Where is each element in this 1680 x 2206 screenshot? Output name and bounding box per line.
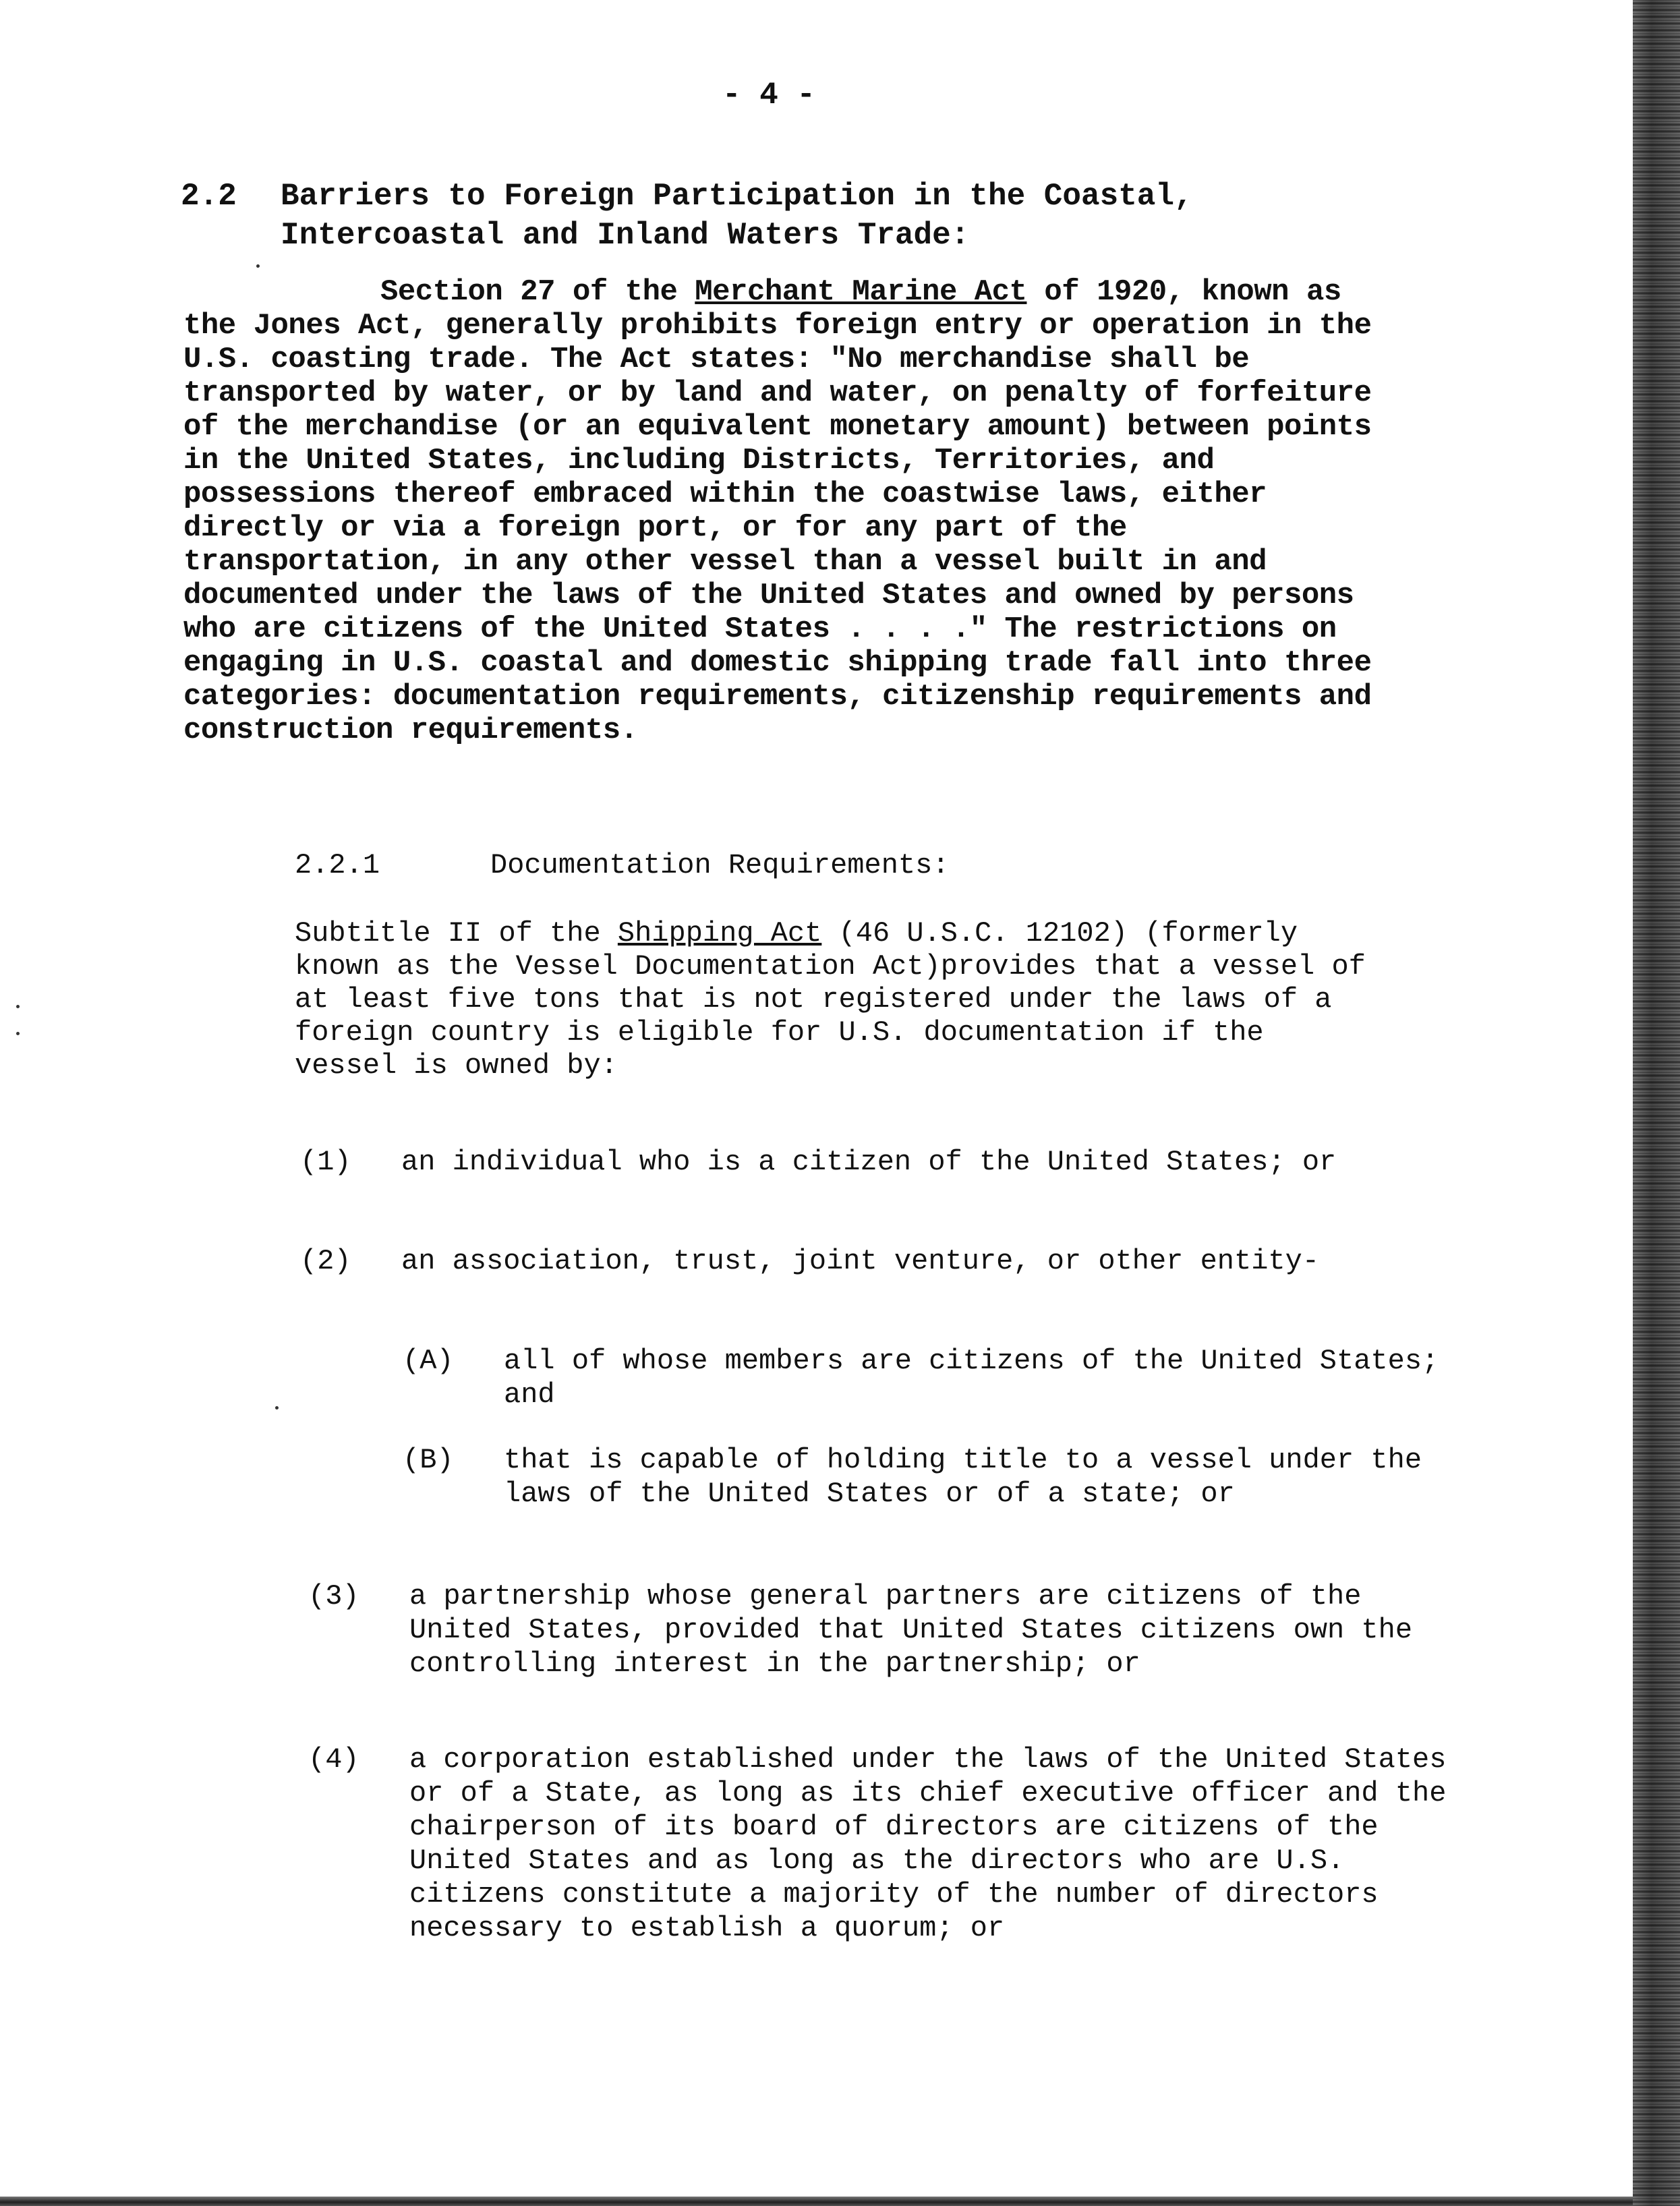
list-item-text: all of whose members are citizens of the United States; and xyxy=(504,1345,1439,1411)
list-item-text: that is capable of holding title to a vessel under the laws of the United States or of a state; or xyxy=(504,1444,1422,1510)
shipping-act-title: Shipping Act xyxy=(617,917,822,950)
section-number: 2.2 xyxy=(181,179,237,214)
list-item-label: (B) xyxy=(403,1444,454,1476)
merchant-marine-act-title: Merchant Marine Act xyxy=(695,275,1027,309)
scan-bottom-edge xyxy=(0,2197,1633,2206)
subsection-number: 2.2.1 xyxy=(295,849,380,881)
scan-speck xyxy=(256,264,260,268)
subsection-title: Documentation Requirements: xyxy=(490,849,950,881)
list-item-label: (1) xyxy=(300,1146,351,1178)
doc-text-start: Subtitle II of the xyxy=(295,917,618,950)
list-item-text: a partnership whose general partners are citizens of the United States, provided that United States citizens own the controlling interest in the partnership; or xyxy=(409,1580,1413,1680)
list-item-label: (2) xyxy=(300,1245,351,1277)
list-item-label: (3) xyxy=(308,1580,359,1613)
intro-text-rest: of 1920, known as the Jones Act, generally prohibits foreign entry or operation in the U.S. coasting trade. The Act states: "No merchandise shall be transported by water, or by land and water, on penalty of forfeiture of the merchandise (or an equivalent monetary amount) between points in the United States, including Districts, Territories, and possessions thereof embraced within the coastwise laws, either directly or via a foreign port, or for any part of the transportation, in any other vessel than a vessel built in and documented under the laws of the United States and owned by persons who are citizens of the United States . . . ." The restrictions on engaging in U.S. coastal and domestic shipping trade fall into three categories: documentation requirements, citizenship requirements and construction requirements. xyxy=(183,275,1372,747)
doc-text-rest: (46 U.S.C. 12102) (formerly known as the Vessel Documentation Act)provides that a vessel of at least five tons that is not registered under the laws of a foreign country is eligible for U.S. documentation if the vessel is owned by: xyxy=(295,917,1366,1082)
list-item-text: a corporation established under the laws of the United States or of a State, as long as its chief executive officer and the chairperson of its board of directors are citizens of the United States and as long as the directors who are U.S. citizens constitute a majority of the number of directors necessary to establish a quorum; or xyxy=(409,1743,1447,1944)
list-item-label: (4) xyxy=(308,1743,359,1776)
scan-edge-shadow xyxy=(1633,0,1680,2206)
intro-paragraph xyxy=(183,275,1397,747)
section-title: Barriers to Foreign Participation in the Coastal, Intercoastal and Inland Waters Trade: xyxy=(281,179,1193,253)
documentation-paragraph xyxy=(295,917,1374,1082)
list-item-text: an individual who is a citizen of the United States; or xyxy=(401,1146,1337,1178)
list-item-text: an association, trust, joint venture, or other entity- xyxy=(401,1245,1320,1277)
intro-text-start: Section 27 of the xyxy=(380,275,695,309)
scan-speck xyxy=(16,1005,20,1008)
scan-speck xyxy=(275,1406,279,1410)
page-number: - 4 - xyxy=(722,78,816,113)
list-item-label: (A) xyxy=(403,1345,454,1377)
scan-speck xyxy=(16,1032,20,1035)
